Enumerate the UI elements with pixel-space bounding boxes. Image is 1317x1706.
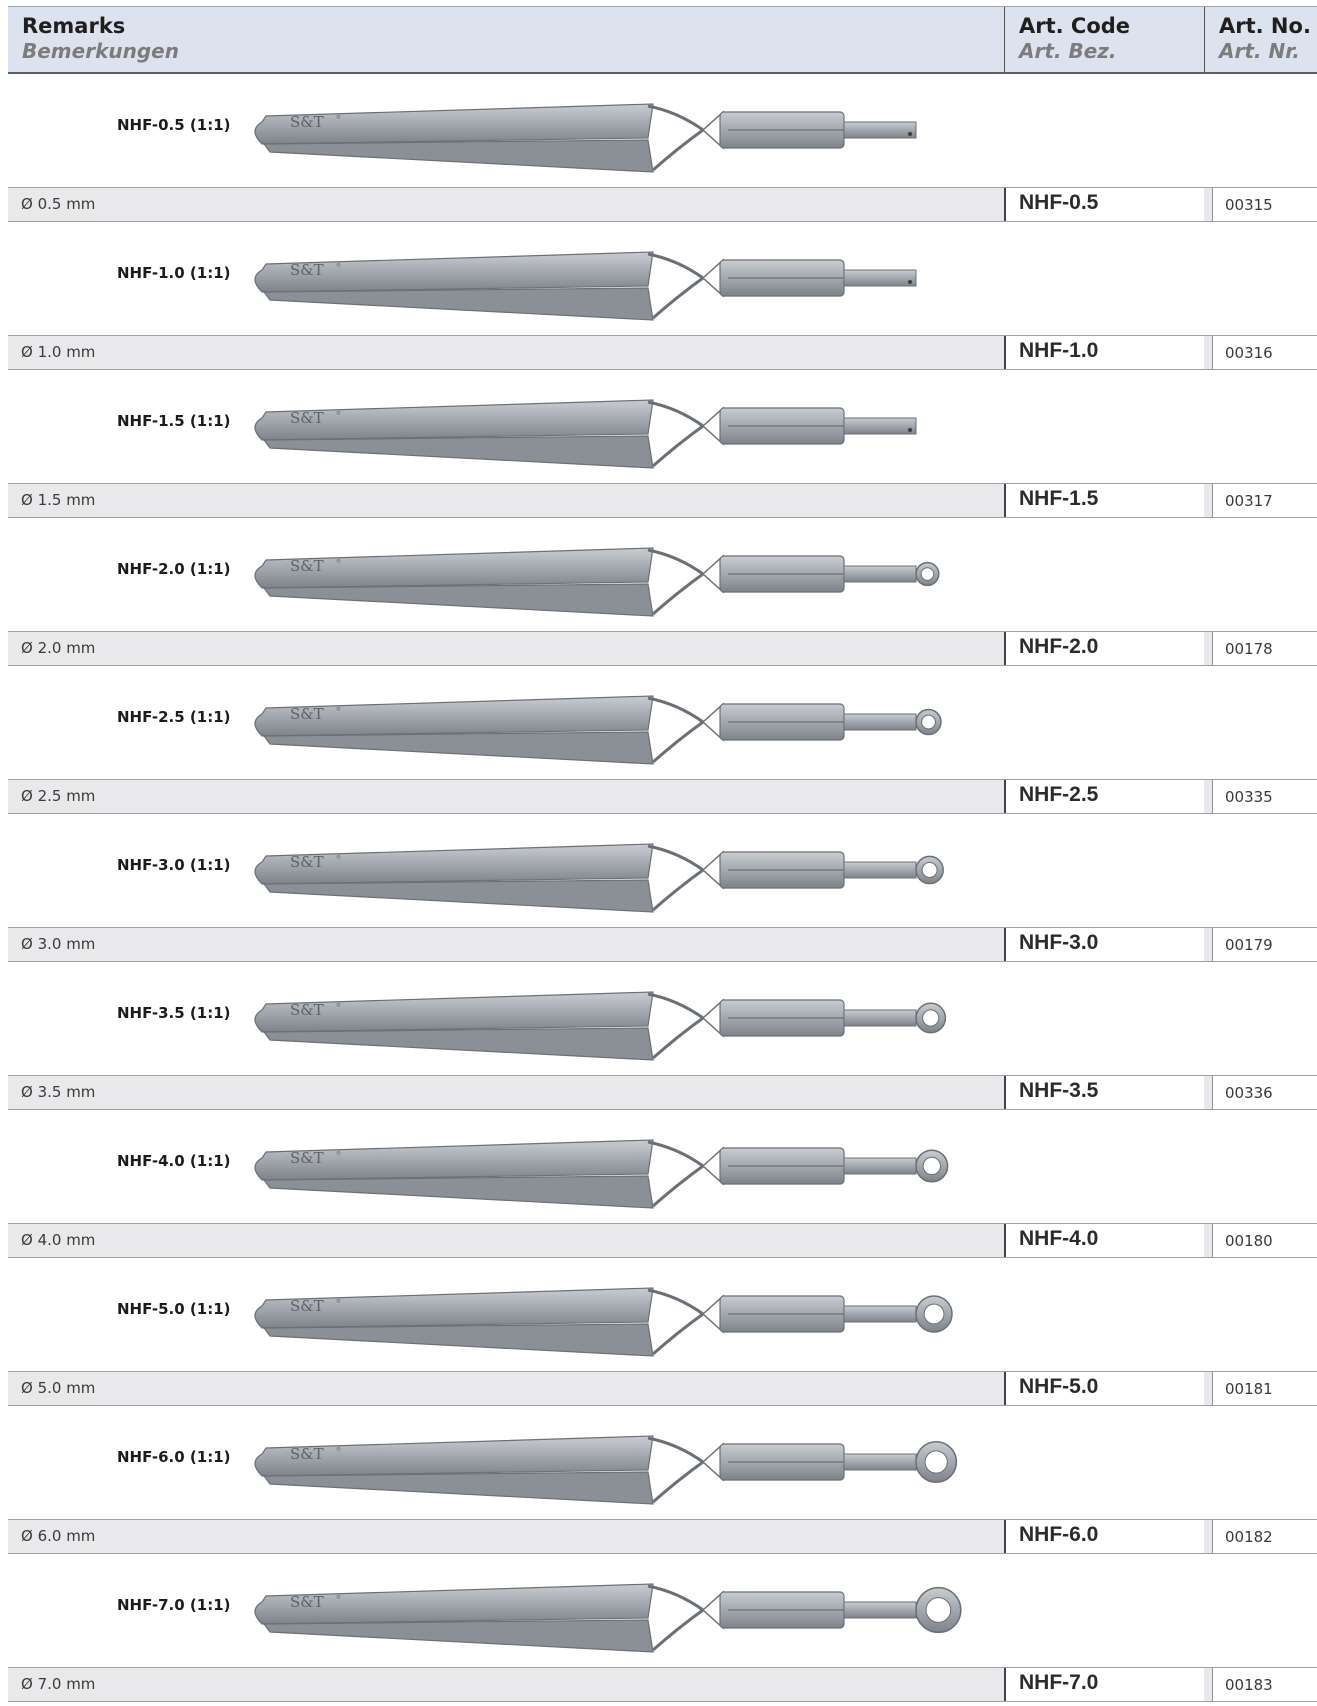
product-item (0, 1554, 1317, 1702)
product-item (0, 222, 1317, 370)
product-image-row (0, 370, 1317, 483)
product-image-label: NHF-6.0 (1:1) (117, 1448, 231, 1466)
product-art-code: NHF-4.0 (1004, 1224, 1204, 1257)
product-art-number: 00181 (1212, 1372, 1317, 1405)
tweezer-illustration (248, 674, 1008, 770)
tweezer-illustration (248, 82, 1008, 178)
header-art-code (1004, 7, 1204, 72)
product-item (0, 1110, 1317, 1258)
product-art-number: 00335 (1212, 780, 1317, 813)
tweezer-illustration (248, 526, 1008, 622)
product-item (0, 370, 1317, 518)
product-image-row (0, 1554, 1317, 1667)
product-image-label: NHF-4.0 (1:1) (117, 1152, 231, 1170)
tweezer-illustration (248, 1562, 1008, 1658)
product-art-number: 00179 (1212, 928, 1317, 961)
product-image-row (0, 518, 1317, 631)
product-image-row (0, 814, 1317, 927)
product-image-label: NHF-1.5 (1:1) (117, 412, 231, 430)
product-image-label: NHF-5.0 (1:1) (117, 1300, 231, 1318)
brand-registered-mark: ® (336, 115, 341, 121)
product-remark: Ø 3.5 mm (21, 1083, 96, 1101)
brand-logo: S&T (290, 1445, 324, 1463)
product-data-row (8, 335, 1317, 370)
product-art-code: NHF-2.5 (1004, 780, 1204, 813)
product-remark: Ø 3.0 mm (21, 935, 96, 953)
brand-logo: S&T (290, 1297, 324, 1315)
product-image-row (0, 1258, 1317, 1371)
product-image-label: NHF-2.0 (1:1) (117, 560, 231, 578)
header-art-no (1204, 7, 1317, 72)
brand-logo: S&T (290, 1593, 324, 1611)
tweezer-illustration (248, 822, 1008, 918)
tweezer-illustration (248, 1414, 1008, 1510)
header-art-code-en: Art. Code (1019, 14, 1131, 38)
product-remark: Ø 5.0 mm (21, 1379, 96, 1397)
product-art-number: 00336 (1212, 1076, 1317, 1109)
brand-logo: S&T (290, 853, 324, 871)
product-image-row (0, 962, 1317, 1075)
brand-logo: S&T (290, 261, 324, 279)
product-remark: Ø 6.0 mm (21, 1527, 96, 1545)
brand-logo: S&T (290, 113, 324, 131)
product-image-label: NHF-2.5 (1:1) (117, 708, 231, 726)
product-data-row (8, 1519, 1317, 1554)
product-image-row (0, 222, 1317, 335)
brand-registered-mark: ® (336, 1151, 341, 1157)
brand-registered-mark: ® (336, 263, 341, 269)
brand-registered-mark: ® (336, 855, 341, 861)
header-remarks-de: Bemerkungen (22, 39, 179, 63)
product-remark: Ø 7.0 mm (21, 1675, 96, 1693)
product-item (0, 666, 1317, 814)
product-data-row (8, 779, 1317, 814)
brand-logo: S&T (290, 409, 324, 427)
product-art-number: 00315 (1212, 188, 1317, 221)
product-art-number: 00317 (1212, 484, 1317, 517)
product-data-row (8, 1223, 1317, 1258)
product-art-code: NHF-3.5 (1004, 1076, 1204, 1109)
product-item (0, 74, 1317, 222)
product-item (0, 1406, 1317, 1554)
product-data-row (8, 1075, 1317, 1110)
product-remark: Ø 1.5 mm (21, 491, 96, 509)
product-data-row (8, 1667, 1317, 1702)
product-image-row (0, 666, 1317, 779)
product-art-code: NHF-3.0 (1004, 928, 1204, 961)
product-data-row (8, 631, 1317, 666)
brand-registered-mark: ® (336, 559, 341, 565)
product-data-row (8, 927, 1317, 962)
tweezer-illustration (248, 1266, 1008, 1362)
product-image-label: NHF-3.5 (1:1) (117, 1004, 231, 1022)
tweezer-illustration (248, 1118, 1008, 1214)
product-item (0, 518, 1317, 666)
product-art-code: NHF-0.5 (1004, 188, 1204, 221)
header-art-code-de: Art. Bez. (1019, 39, 1117, 63)
product-remark: Ø 0.5 mm (21, 195, 96, 213)
product-art-number: 00316 (1212, 336, 1317, 369)
product-item (0, 814, 1317, 962)
brand-registered-mark: ® (336, 411, 341, 417)
brand-logo: S&T (290, 1149, 324, 1167)
product-image-row (0, 1110, 1317, 1223)
product-art-code: NHF-6.0 (1004, 1520, 1204, 1553)
brand-logo: S&T (290, 1001, 324, 1019)
product-data-row (8, 483, 1317, 518)
header-art-no-de: Art. Nr. (1219, 39, 1300, 63)
header-remarks-en: Remarks (22, 14, 126, 38)
brand-registered-mark: ® (336, 707, 341, 713)
product-remark: Ø 2.5 mm (21, 787, 96, 805)
product-art-number: 00182 (1212, 1520, 1317, 1553)
brand-registered-mark: ® (336, 1299, 341, 1305)
brand-logo: S&T (290, 557, 324, 575)
product-art-number: 00180 (1212, 1224, 1317, 1257)
product-art-number: 00183 (1212, 1668, 1317, 1701)
header-remarks (8, 7, 1004, 72)
table-header (8, 6, 1317, 74)
product-image-label: NHF-0.5 (1:1) (117, 116, 231, 134)
brand-registered-mark: ® (336, 1447, 341, 1453)
product-item (0, 1258, 1317, 1406)
product-data-row (8, 187, 1317, 222)
product-image-label: NHF-1.0 (1:1) (117, 264, 231, 282)
product-image-row (0, 74, 1317, 187)
tweezer-illustration (248, 230, 1008, 326)
product-art-code: NHF-5.0 (1004, 1372, 1204, 1405)
product-remark: Ø 4.0 mm (21, 1231, 96, 1249)
tweezer-illustration (248, 970, 1008, 1066)
tweezer-illustration (248, 378, 1008, 474)
brand-logo: S&T (290, 705, 324, 723)
brand-registered-mark: ® (336, 1595, 341, 1601)
product-art-code: NHF-1.5 (1004, 484, 1204, 517)
product-remark: Ø 2.0 mm (21, 639, 96, 657)
product-image-row (0, 1406, 1317, 1519)
product-art-code: NHF-1.0 (1004, 336, 1204, 369)
product-item (0, 962, 1317, 1110)
product-art-code: NHF-7.0 (1004, 1668, 1204, 1701)
product-remark: Ø 1.0 mm (21, 343, 96, 361)
header-art-no-en: Art. No. (1219, 14, 1311, 38)
product-art-number: 00178 (1212, 632, 1317, 665)
product-image-label: NHF-3.0 (1:1) (117, 856, 231, 874)
product-art-code: NHF-2.0 (1004, 632, 1204, 665)
product-image-label: NHF-7.0 (1:1) (117, 1596, 231, 1614)
product-data-row (8, 1371, 1317, 1406)
brand-registered-mark: ® (336, 1003, 341, 1009)
